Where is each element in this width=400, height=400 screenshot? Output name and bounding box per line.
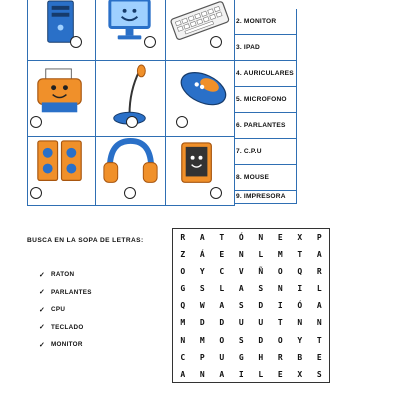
picture-cell-microphone — [96, 60, 166, 136]
word-search-letter[interactable]: B — [297, 352, 303, 362]
answer-circle[interactable] — [124, 187, 136, 199]
word-search-letter[interactable]: N — [199, 369, 205, 379]
checklist-item — [39, 284, 92, 302]
word-search-letter[interactable]: Á — [199, 250, 205, 260]
checklist-label: RATON — [51, 271, 75, 279]
word-search-letter[interactable]: N — [277, 284, 283, 294]
word-search-letter[interactable]: M — [277, 250, 283, 260]
picture-cell-speakers — [28, 136, 96, 206]
word-list-item: 3. IPAD — [235, 35, 296, 61]
word-search-letter[interactable]: Ó — [238, 233, 244, 242]
check-icon: ✓ — [39, 324, 46, 332]
answer-circle[interactable] — [30, 187, 42, 199]
word-search-letter[interactable]: L — [219, 284, 225, 294]
word-search-letter[interactable]: T — [277, 318, 283, 328]
check-icon: ✓ — [39, 341, 46, 349]
picture-cell-keyboard — [166, 0, 235, 60]
word-search-letter[interactable]: Ñ — [258, 267, 264, 277]
checklist-label: TECLADO — [51, 323, 84, 331]
word-search-letter[interactable]: N — [258, 233, 264, 242]
word-search-letter[interactable]: O — [277, 267, 283, 277]
word-search-letter[interactable]: N — [297, 318, 303, 328]
checklist-item — [39, 266, 92, 284]
monitor-icon — [96, 0, 165, 60]
word-list-item: 9. IMPRESORA — [235, 191, 296, 204]
word-search-letter[interactable]: N — [238, 250, 244, 260]
word-search-letter[interactable]: U — [219, 352, 225, 362]
word-search-letter[interactable]: R — [180, 233, 186, 242]
word-search-letter[interactable]: A — [219, 301, 225, 311]
checklist-label: PARLANTES — [51, 288, 92, 296]
checklist-item — [39, 319, 92, 337]
word-search-letter[interactable]: V — [238, 267, 244, 277]
word-search-letter[interactable]: I — [297, 284, 303, 294]
picture-cell-printer — [28, 60, 96, 136]
word-search-letter[interactable]: U — [258, 318, 264, 328]
word-search-letter[interactable]: Y — [297, 335, 303, 345]
word-search-letter[interactable]: C — [219, 267, 225, 277]
word-search-row — [173, 332, 329, 349]
answer-circle[interactable] — [210, 187, 222, 199]
word-search-letter[interactable]: S — [199, 284, 205, 294]
answer-circle[interactable] — [126, 116, 138, 128]
picture-cell-computer-tower — [28, 0, 96, 60]
picture-cell-monitor — [96, 0, 166, 60]
word-search-letter[interactable]: G — [238, 352, 244, 362]
word-search-letter[interactable]: S — [238, 335, 244, 345]
word-search-letter[interactable]: A — [238, 284, 244, 294]
word-search-grid — [172, 228, 330, 383]
word-search-letter[interactable]: L — [258, 369, 264, 379]
word-search-letter[interactable]: P — [199, 352, 205, 362]
word-search-row — [173, 297, 329, 314]
picture-grid — [27, 0, 234, 206]
check-icon: ✓ — [39, 289, 46, 297]
word-search-letter[interactable]: R — [316, 267, 322, 277]
word-search-letter[interactable]: Y — [199, 267, 205, 277]
word-search-letter[interactable]: E — [316, 352, 322, 362]
word-list-item: 6. PARLANTES — [235, 113, 296, 139]
word-search-letter[interactable]: A — [316, 250, 322, 260]
word-search-letter[interactable]: A — [219, 369, 225, 379]
word-search-letter[interactable]: Z — [180, 250, 186, 260]
word-search-letter[interactable]: A — [180, 369, 186, 379]
keyboard-icon — [166, 0, 234, 60]
answer-circle[interactable] — [176, 116, 188, 128]
word-search-letter[interactable]: L — [258, 250, 264, 260]
word-search-letter[interactable]: I — [238, 369, 244, 379]
word-search-letter[interactable]: O — [180, 267, 186, 277]
word-search-letter[interactable]: P — [316, 233, 322, 242]
word-search-letter[interactable]: U — [238, 318, 244, 328]
checklist-label: CPU — [51, 306, 66, 314]
word-search-letter[interactable]: W — [199, 301, 205, 311]
word-search-letter[interactable]: D — [199, 318, 205, 328]
word-search-row — [173, 280, 329, 297]
word-search-letter[interactable]: I — [277, 301, 283, 311]
word-list-item: 2. MONITOR — [235, 9, 296, 35]
instruction-text: BUSCA EN LA SOPA DE LETRAS: — [27, 237, 144, 244]
word-list-item: 7. C.P.U — [235, 139, 296, 165]
word-search-letter[interactable]: G — [180, 284, 186, 294]
word-search-row — [173, 314, 329, 331]
word-search-letter[interactable]: M — [180, 318, 186, 328]
checklist-item — [39, 301, 92, 319]
computer-tower-icon — [28, 0, 95, 60]
word-search-letter[interactable]: Q — [180, 301, 186, 311]
word-search-letter[interactable]: T — [316, 335, 322, 345]
word-search-letter[interactable]: A — [316, 301, 322, 311]
word-search-letter[interactable]: H — [258, 352, 264, 362]
check-icon: ✓ — [39, 306, 46, 314]
word-search-letter[interactable]: M — [199, 335, 205, 345]
word-search-letter[interactable]: T — [297, 250, 303, 260]
word-search-letter[interactable]: D — [219, 318, 225, 328]
word-search-letter[interactable]: R — [277, 352, 283, 362]
word-search-letter[interactable]: S — [316, 369, 322, 379]
word-search-letter[interactable]: C — [180, 352, 186, 362]
word-search-row — [173, 263, 329, 280]
word-search-letter[interactable]: S — [238, 301, 244, 311]
tablet-icon — [166, 137, 234, 206]
word-search-row — [173, 229, 329, 246]
word-search-letter[interactable]: N — [180, 335, 186, 345]
word-list-item: 5. MICROFONO — [235, 87, 296, 113]
word-search-letter[interactable]: X — [297, 233, 303, 242]
word-list-item: 8. MOUSE — [235, 165, 296, 191]
answer-circle[interactable] — [30, 116, 42, 128]
answer-circle[interactable] — [144, 36, 156, 48]
word-search-letter[interactable]: O — [277, 335, 283, 345]
word-search-row — [173, 366, 329, 383]
picture-cell-tablet — [166, 136, 235, 206]
word-list — [234, 9, 297, 204]
word-search-letter[interactable]: E — [277, 233, 283, 242]
word-search-letter[interactable]: E — [219, 250, 225, 260]
word-search-letter[interactable]: S — [258, 284, 264, 294]
word-search-letter[interactable]: Q — [297, 267, 303, 277]
word-search-letter[interactable]: L — [316, 284, 322, 294]
word-search-row — [173, 349, 329, 366]
checklist-label: MONITOR — [51, 341, 83, 349]
word-search-letter[interactable]: X — [297, 369, 303, 379]
word-checklist — [39, 266, 92, 354]
word-list-item: 4. AURICULARES — [235, 61, 296, 87]
checklist-item — [39, 336, 92, 354]
word-search-letter[interactable]: E — [277, 369, 283, 379]
word-search-letter[interactable]: T — [219, 233, 225, 242]
word-search-letter[interactable]: D — [258, 301, 264, 311]
picture-cell-mouse — [166, 60, 235, 136]
word-search-letter[interactable]: A — [199, 233, 205, 242]
word-search-letter[interactable]: O — [219, 335, 225, 345]
answer-circle[interactable] — [70, 36, 82, 48]
word-search-letter[interactable]: Ó — [297, 301, 303, 311]
word-search-letter[interactable]: D — [258, 335, 264, 345]
answer-circle[interactable] — [210, 36, 222, 48]
word-search-row — [173, 246, 329, 263]
picture-cell-headphones — [96, 136, 166, 206]
word-search-letter[interactable]: N — [316, 318, 322, 328]
check-icon: ✓ — [39, 271, 46, 279]
